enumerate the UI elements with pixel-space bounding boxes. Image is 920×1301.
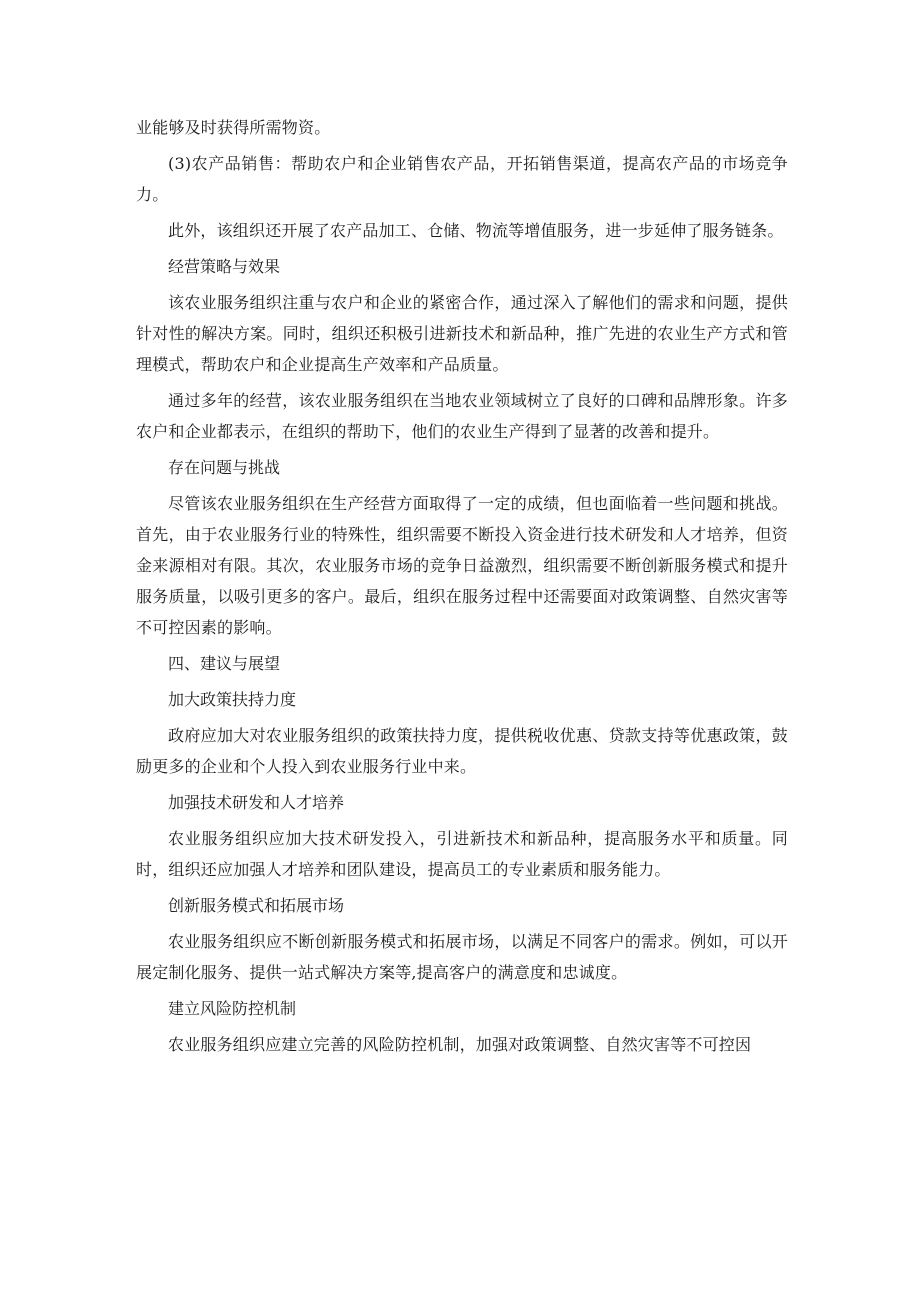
body-paragraph: 该农业服务组织注重与农户和企业的紧密合作，通过深入了解他们的需求和问题，提供针对性的解决方案。同时，组织还积极引进新技术和新品种，推广先进的农业生产方式和管理模式，帮助农户和企业提高生产效率和产品质量。 — [136, 293, 788, 374]
body-paragraph: 农业服务组织应加大技术研发投入，引进新技术和新品种，提高服务水平和质量。同时，组织还应加强人才培养和团队建设，提高员工的专业素质和服务能力。 — [136, 829, 788, 879]
document-body — [136, 112, 788, 1065]
body-paragraph: 农业服务组织应建立完善的风险防控机制，加强对政策调整、自然灾害等不可控因 — [168, 1035, 752, 1054]
body-paragraph: 政府应加大对农业服务组织的政策扶持力度，提供税收优惠、贷款支持等优惠政策，鼓励更多的企业和个人投入到农业服务行业中来。 — [136, 726, 788, 776]
section-heading: 经营策略与效果 — [168, 257, 281, 276]
body-paragraph: (3)农产品销售：帮助农户和企业销售农产品，开拓销售渠道，提高农产品的市场竞争力。 — [136, 154, 788, 204]
section-heading: 建立风险防控机制 — [168, 999, 297, 1018]
chapter-heading: 四、建议与展望 — [168, 654, 281, 673]
body-paragraph: 通过多年的经营，该农业服务组织在当地农业领域树立了良好的口碑和品牌形象。许多农户和企业都表示，在组织的帮助下，他们的农业生产得到了显著的改善和提升。 — [136, 391, 788, 441]
body-paragraph: 农业服务组织应不断创新服务模式和拓展市场，以满足不同客户的需求。例如，可以开展定制化服务、提供一站式解决方案等,提高客户的满意度和忠诚度。 — [136, 932, 788, 982]
body-paragraph: 此外，该组织还开展了农产品加工、仓储、物流等增值服务，进一步延伸了服务链条。 — [168, 221, 784, 240]
section-heading: 存在问题与挑战 — [168, 458, 281, 477]
body-paragraph: 尽管该农业服务组织在生产经营方面取得了一定的成绩，但也面临着一些问题和挑战。首先，由于农业服务行业的特殊性，组织需要不断投入资金进行技术研发和人才培养，但资金来源相对有限。其次，农业服务市场的竞争日益激烈，组织需要不断创新服务模式和提升服务质量，以吸引更多的客户。最后，组织在服务过程中还需要面对政策调整、自然灾害等不可控因素的影响。 — [136, 494, 788, 637]
section-heading: 创新服务模式和拓展市场 — [168, 896, 345, 915]
body-paragraph: 业能够及时获得所需物资。 — [136, 118, 331, 137]
section-heading: 加强技术研发和人才培养 — [168, 793, 345, 812]
section-heading: 加大政策扶持力度 — [168, 690, 297, 709]
